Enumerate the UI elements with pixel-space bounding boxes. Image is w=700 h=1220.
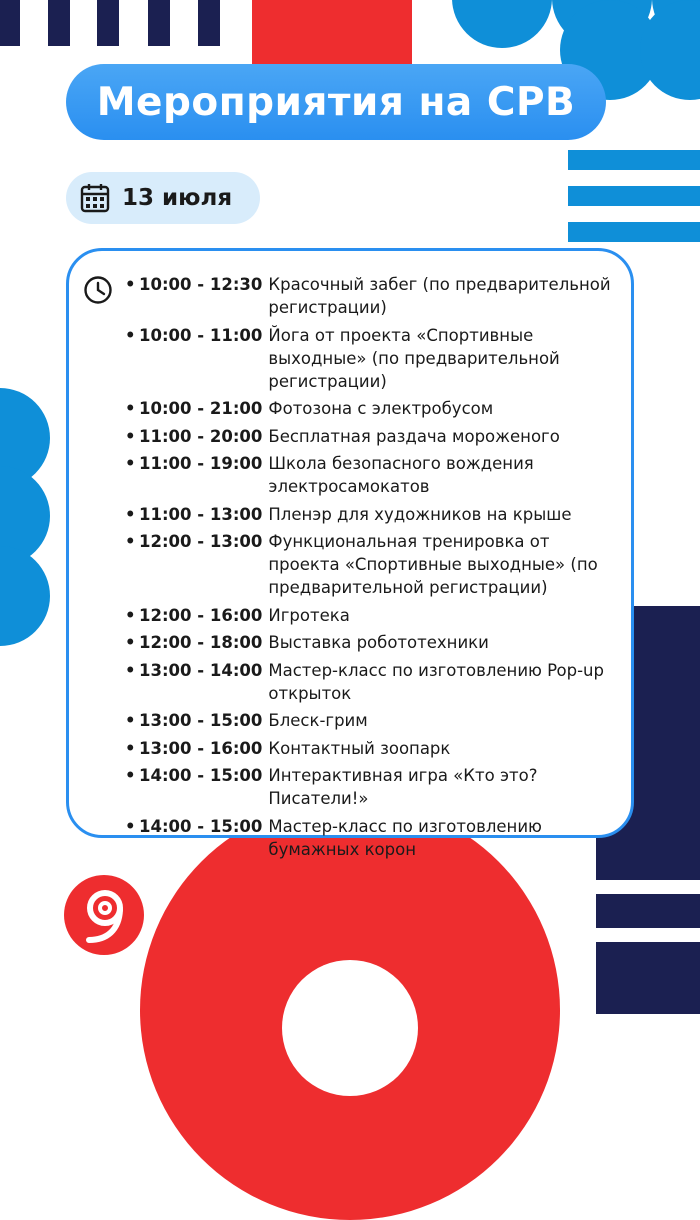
event-time: 11:00 - 13:00 xyxy=(139,504,263,524)
list-item xyxy=(125,631,625,654)
event-time: 12:00 - 18:00 xyxy=(139,633,263,652)
list-item xyxy=(125,273,625,319)
deco-blue-bar-2 xyxy=(568,186,700,206)
deco-blue-circle-left-3 xyxy=(0,546,50,646)
bullet: • xyxy=(125,605,136,625)
bullet: • xyxy=(125,633,136,652)
event-time: 12:00 - 16:00 xyxy=(139,605,263,625)
deco-blue-bar-3 xyxy=(568,222,700,242)
event-name: Фотозона с электробусом xyxy=(268,399,494,418)
deco-blue-bar-1 xyxy=(568,150,700,170)
schedule-list xyxy=(125,273,625,865)
date-badge xyxy=(66,172,260,224)
event-name: Бесплатная раздача мороженого xyxy=(268,426,560,446)
list-item xyxy=(125,324,625,393)
deco-white-bar-right-2 xyxy=(596,928,700,942)
list-item xyxy=(125,530,625,599)
bullet: • xyxy=(125,711,136,730)
calendar-icon xyxy=(80,183,110,213)
bullet: • xyxy=(125,275,136,294)
event-time: 13:00 - 16:00 xyxy=(139,738,263,758)
event-name: Блеск-грим xyxy=(268,711,368,730)
schedule-card xyxy=(66,248,634,859)
bullet: • xyxy=(125,766,136,785)
deco-white-bar-right xyxy=(596,880,700,894)
list-item xyxy=(125,764,625,810)
page-title: Мероприятия на СРВ xyxy=(66,64,606,140)
event-time: 12:00 - 13:00 xyxy=(139,532,263,551)
bullet: • xyxy=(125,325,136,345)
event-name: Школа безопасного вождения электросамокатов xyxy=(268,454,534,496)
event-time: 11:00 - 19:00 xyxy=(139,454,263,473)
bullet: • xyxy=(125,532,136,551)
event-time: 14:00 - 15:00 xyxy=(139,766,263,785)
list-item xyxy=(125,397,625,420)
list-item xyxy=(125,815,625,861)
event-time: 13:00 - 14:00 xyxy=(139,660,263,680)
event-time: 10:00 - 21:00 xyxy=(139,399,263,418)
event-name: Красочный забег (по предварительной регистрации) xyxy=(268,275,611,317)
bullet: • xyxy=(125,504,136,524)
bullet: • xyxy=(125,454,136,473)
event-name: Функциональная тренировка от проекта «Спортивные выходные» (по предварительной регистрации) xyxy=(268,532,598,597)
event-time: 13:00 - 15:00 xyxy=(139,711,263,730)
clock-icon xyxy=(83,275,113,305)
event-name: Мастер-класс по изготовлению Pop-up открыток xyxy=(268,660,604,703)
list-item xyxy=(125,604,625,627)
bullet: • xyxy=(125,660,136,680)
event-name: Контактный зоопарк xyxy=(268,738,451,758)
bullet: • xyxy=(125,816,136,836)
deco-navy-stripe-5 xyxy=(198,0,220,46)
deco-navy-stripe-3 xyxy=(97,0,119,46)
event-time: 10:00 - 11:00 xyxy=(139,325,263,345)
list-item xyxy=(125,452,625,498)
bullet: • xyxy=(125,738,136,758)
event-name: Интерактивная игра «Кто это? Писатели!» xyxy=(268,766,538,808)
deco-blue-circle-1 xyxy=(452,0,552,48)
deco-navy-stripe-2 xyxy=(48,0,70,46)
list-item xyxy=(125,709,625,732)
bullet: • xyxy=(125,426,136,446)
list-item xyxy=(125,425,625,448)
event-name: Мастер-класс по изготовлению бумажных корон xyxy=(268,816,542,859)
deco-navy-stripe-1 xyxy=(0,0,20,46)
date-label: 13 июля xyxy=(122,185,233,211)
deco-red-block xyxy=(252,0,412,66)
deco-navy-stripe-4 xyxy=(148,0,170,46)
list-item xyxy=(125,503,625,526)
nine-logo-icon xyxy=(63,874,145,956)
list-item xyxy=(125,659,625,705)
list-item xyxy=(125,737,625,760)
event-time: 10:00 - 12:30 xyxy=(139,275,263,294)
event-name: Пленэр для художников на крыше xyxy=(268,504,572,524)
event-name: Игротека xyxy=(268,605,350,625)
bullet: • xyxy=(125,399,136,418)
event-time: 11:00 - 20:00 xyxy=(139,426,263,446)
event-time: 14:00 - 15:00 xyxy=(139,816,263,836)
deco-red-ring-hole xyxy=(282,960,418,1096)
event-name: Йога от проекта «Спортивные выходные» (по предварительной регистрации) xyxy=(268,325,560,391)
event-name: Выставка робототехники xyxy=(268,633,489,652)
